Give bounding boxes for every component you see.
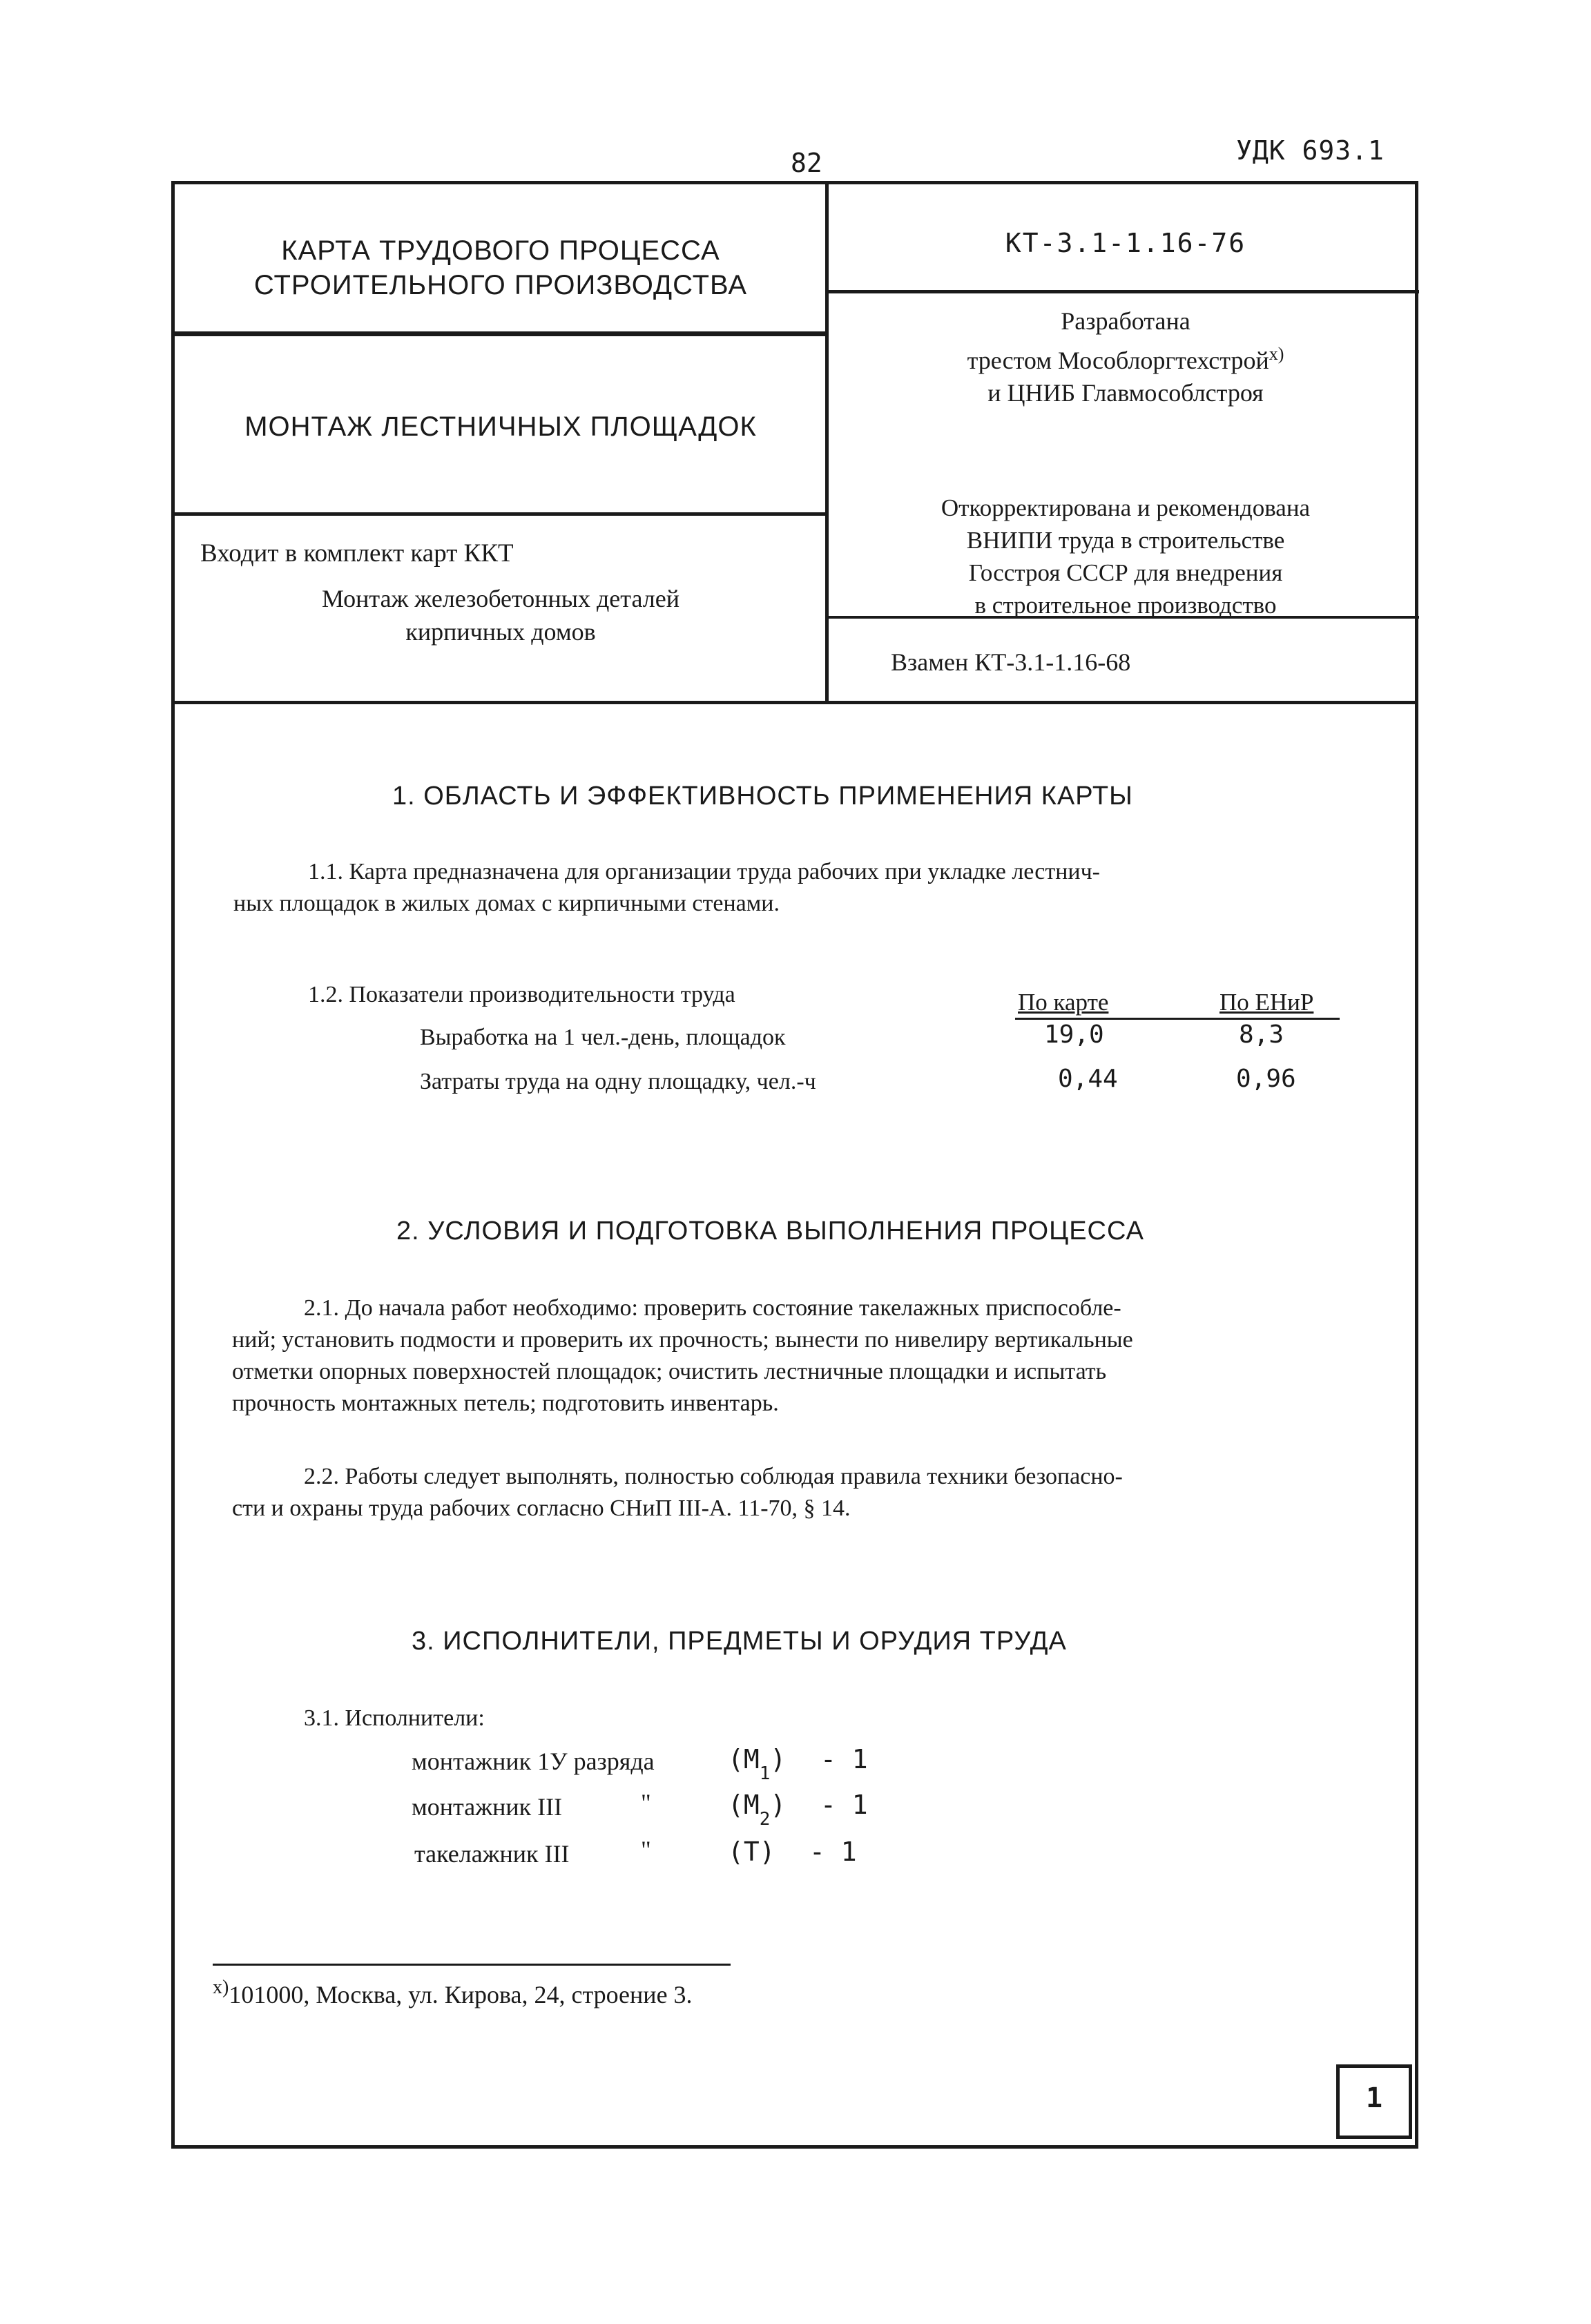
developed-by xyxy=(836,305,1416,409)
section3-p1-label: 3.1. Исполнители: xyxy=(304,1705,485,1731)
page-number: 82 xyxy=(791,148,822,178)
corrected-line1: Откорректирована и рекомендована xyxy=(941,494,1311,521)
set-label: Входит в комплект карт ККТ xyxy=(200,539,514,568)
worker-code-3: (Т) xyxy=(728,1837,775,1867)
col-header-card: По карте xyxy=(1018,989,1109,1016)
worker-code-1 xyxy=(728,1744,787,1784)
replaced-card: Взамен КТ-3.1-1.16-68 xyxy=(891,648,1131,676)
worker-role-1: монтажник 1У разряда xyxy=(412,1747,655,1775)
section3-heading: 3. ИСПОЛНИТЕЛИ, ПРЕДМЕТЫ И ОРУДИЯ ТРУДА xyxy=(412,1627,1067,1656)
worker-code-2-close: ) xyxy=(770,1790,787,1820)
section1-p2-label: 1.2. Показатели производительности труда xyxy=(308,982,735,1007)
section2-p1-line3: отметки опорных поверхностей площадок; очистить лестничные площадки и испытать xyxy=(232,1359,1107,1384)
header-left-rule-2 xyxy=(171,512,827,516)
value-output-enir: 8,3 xyxy=(1239,1020,1284,1049)
corrected-by xyxy=(836,492,1416,621)
process-name: МОНТАЖ ЛЕСТНИЧНЫХ ПЛОЩАДОК xyxy=(244,411,757,442)
footnote-rule xyxy=(213,1964,731,1966)
footnote-marker: х) xyxy=(213,1977,229,1998)
section1-heading: 1. ОБЛАСТЬ И ЭФФЕКТИВНОСТЬ ПРИМЕНЕНИЯ КАРТЫ xyxy=(392,782,1133,811)
page-frame xyxy=(171,181,1418,2149)
section2-heading: 2. УСЛОВИЯ И ПОДГОТОВКА ВЫПОЛНЕНИЯ ПРОЦЕССА xyxy=(396,1217,1144,1246)
col-header-enir: По ЕНиР xyxy=(1219,989,1314,1016)
table-header-rule xyxy=(1015,1018,1340,1020)
worker-code-2-sub: 2 xyxy=(759,1809,771,1830)
footnote xyxy=(213,1977,693,2009)
worker-code-2 xyxy=(728,1790,787,1830)
worker-code-1-close: ) xyxy=(770,1744,787,1774)
worker-code-2-text: (М xyxy=(728,1790,760,1820)
header-right-rule-1 xyxy=(825,290,1419,293)
developed-line3: и ЦНИБ Главмособлстроя xyxy=(987,379,1264,407)
developed-line2 xyxy=(836,338,1416,377)
header-bottom-rule xyxy=(171,701,1418,704)
section1-p1-line2: ных площадок в жилых домах с кирпичными стенами. xyxy=(233,891,780,916)
set-name xyxy=(173,582,829,648)
value-output-card: 19,0 xyxy=(1044,1020,1104,1049)
worker-code-1-sub: 1 xyxy=(759,1763,771,1784)
footnote-mark: х) xyxy=(1269,344,1284,364)
row-label-labor: Затраты труда на одну площадку, чел.-ч xyxy=(420,1069,816,1094)
section2-p2-line1: 2.2. Работы следует выполнять, полностью соблюдая правила техники безопасно- xyxy=(304,1464,1123,1489)
card-title-line1: КАРТА ТРУДОВОГО ПРОЦЕССА xyxy=(281,235,720,266)
footnote-text: 101000, Москва, ул. Кирова, 24, строение 3. xyxy=(229,1981,693,2008)
worker-ditto-2: " xyxy=(641,1789,651,1817)
header-left-rule-1 xyxy=(171,331,827,336)
card-code: КТ-3.1-1.16-76 xyxy=(1005,228,1246,258)
corrected-line2: ВНИПИ труда в строительстве xyxy=(966,527,1285,554)
section2-p1-line4: прочность монтажных петель; подготовить инвентарь. xyxy=(232,1391,779,1416)
worker-ditto-3: " xyxy=(641,1836,651,1863)
card-title xyxy=(173,233,829,302)
worker-role-2: монтажник III xyxy=(412,1793,563,1821)
developed-line2-text: трестом Мособлоргтехстрой xyxy=(967,347,1269,374)
worker-code-1-text: (М xyxy=(728,1744,760,1774)
set-name-line2: кирпичных домов xyxy=(405,618,596,646)
corrected-line3: Госстроя СССР для внедрения xyxy=(968,559,1283,586)
card-title-line2: СТРОИТЕЛЬНОГО ПРОИЗВОДСТВА xyxy=(253,270,748,300)
udk-code: УДК 693.1 xyxy=(1236,135,1385,166)
developed-line1: Разработана xyxy=(1061,307,1190,335)
sheet-number: 1 xyxy=(1365,2082,1383,2114)
value-labor-card: 0,44 xyxy=(1058,1065,1118,1093)
set-name-line1: Монтаж железобетонных деталей xyxy=(322,585,679,612)
section2-p1-line1: 2.1. До начала работ необходимо: проверить состояние такелажных приспособле- xyxy=(304,1295,1121,1321)
corrected-line4: в строительное производство xyxy=(974,592,1277,619)
section2-p1-line2: ний; установить подмости и проверить их прочность; вынести по нивелиру вертикальные xyxy=(232,1327,1133,1353)
row-label-output: Выработка на 1 чел.-день, площадок xyxy=(420,1025,786,1050)
worker-role-3: такелажник III xyxy=(414,1840,570,1868)
worker-count-1: - 1 xyxy=(820,1744,868,1774)
value-labor-enir: 0,96 xyxy=(1236,1065,1296,1093)
section1-p1-line1: 1.1. Карта предназначена для организации труда рабочих при укладке лестнич- xyxy=(308,859,1101,884)
section2-p2-line2: сти и охраны труда рабочих согласно СНиП III-А. 11-70, § 14. xyxy=(232,1495,851,1521)
worker-count-2: - 1 xyxy=(820,1790,868,1820)
worker-count-3: - 1 xyxy=(809,1837,857,1867)
